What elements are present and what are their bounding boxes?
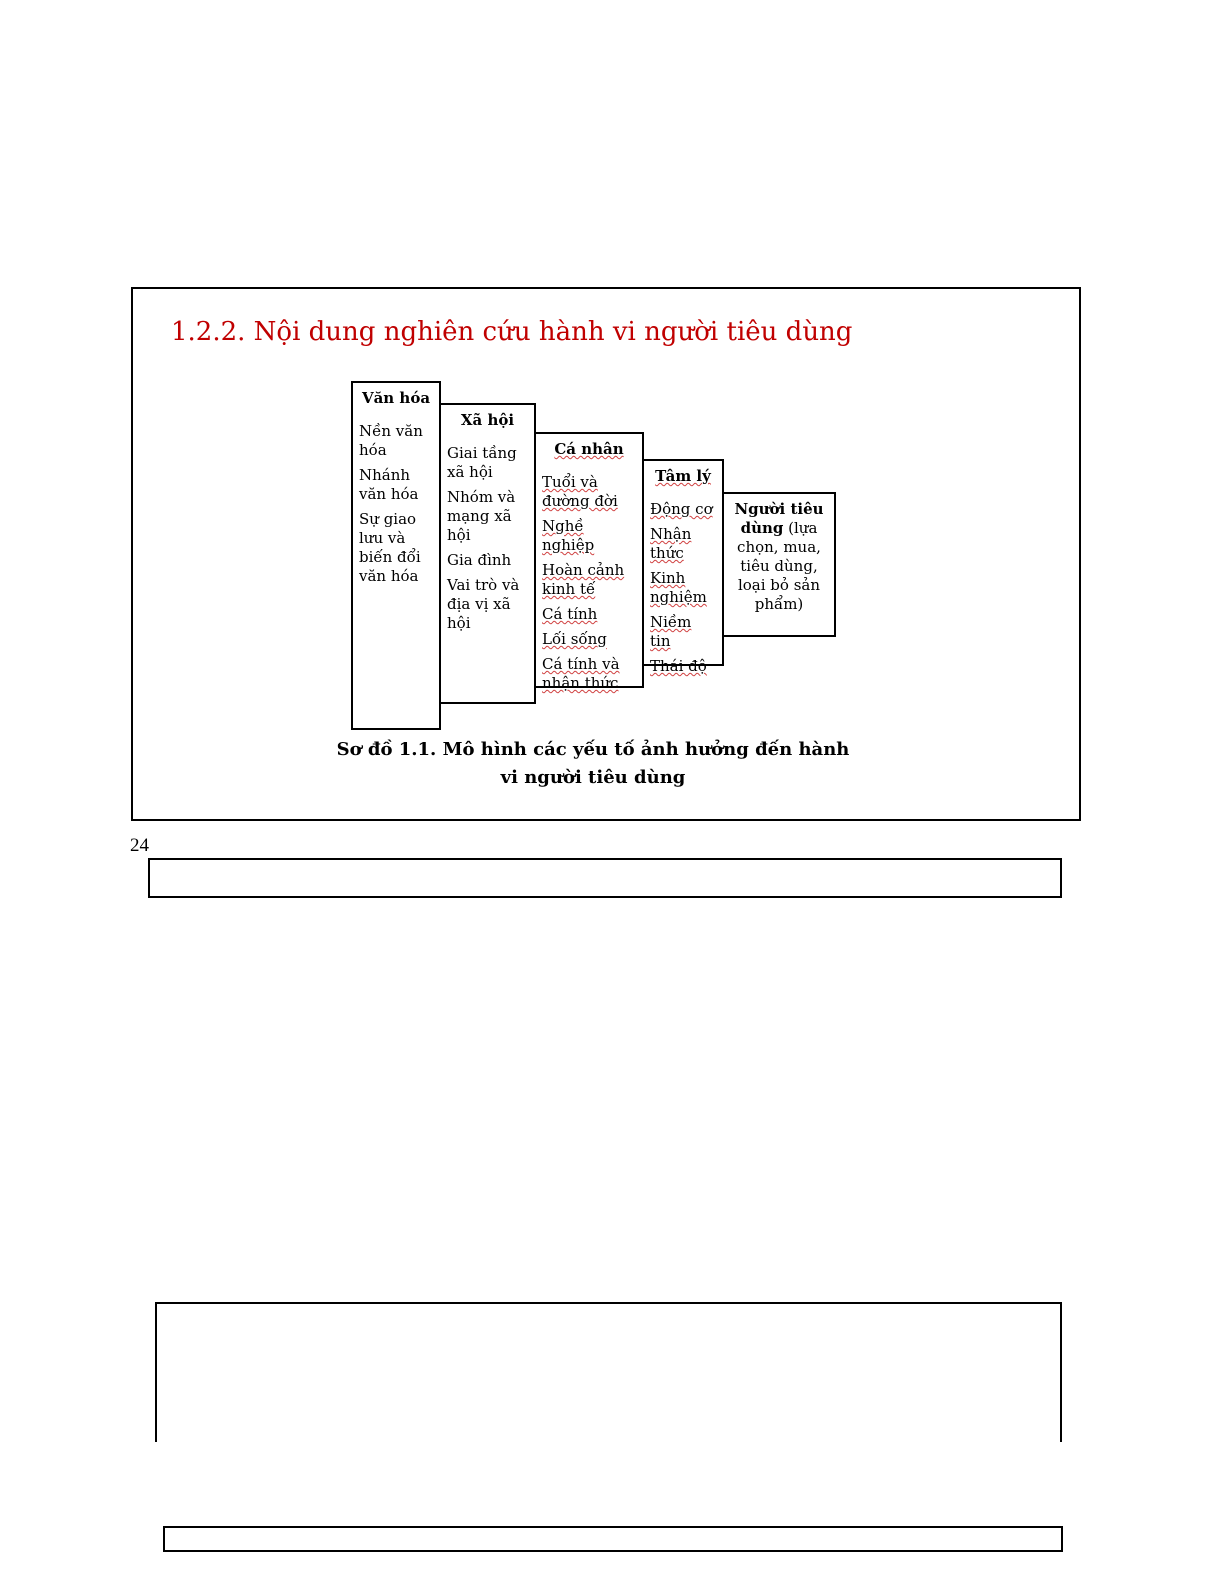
- column-item: Sự giao lưu và biến đổi văn hóa: [359, 510, 421, 585]
- factor-column-psychology: [642, 459, 724, 675]
- column-item: Vai trò và địa vị xã hội: [447, 576, 520, 632]
- slide-title: 1.2.2. Nội dung nghiên cứu hành vi người tiêu dùng: [171, 317, 853, 347]
- column-item: Hoàn cảnh kinh tế: [542, 561, 625, 598]
- factor-column-personal: [534, 432, 644, 692]
- consumer-box: [722, 492, 836, 637]
- slide-frame: [131, 287, 1081, 821]
- diagram-caption: Sơ đồ 1.1. Mô hình các yếu tố ảnh hưởng đến hành vi người tiêu dùng: [336, 739, 850, 788]
- column-item: Lối sống: [542, 630, 607, 648]
- column-heading: Cá nhân: [554, 440, 624, 458]
- consumer-box-title: Người tiêu dùng: [734, 500, 824, 537]
- column-item: Tuổi và đường đời: [542, 473, 618, 510]
- factor-column-society: [439, 403, 536, 704]
- column-item: Nghề nghiệp: [542, 517, 595, 554]
- column-heading: Xã hội: [460, 411, 515, 429]
- column-item: Kinh nghiệm: [650, 569, 707, 606]
- consumer-box-text: (lựa chọn, mua, tiêu dùng, loại bỏ sản phẩm): [737, 519, 821, 613]
- empty-frame: [148, 858, 1062, 898]
- column-item: Nền văn hóa: [359, 422, 423, 459]
- column-item: Nhánh văn hóa: [359, 466, 419, 503]
- empty-frame: [155, 1302, 1062, 1442]
- page-number: 24: [130, 835, 149, 856]
- factor-column-culture: [351, 381, 441, 730]
- column-item: Niềm tin: [650, 613, 692, 650]
- column-heading: Văn hóa: [361, 389, 431, 407]
- column-item: Giai tầng xã hội: [447, 444, 517, 481]
- column-item: Nhận thức: [650, 525, 692, 562]
- column-item: Nhóm và mạng xã hội: [447, 488, 516, 544]
- column-item: Cá tính và nhận thức: [542, 655, 620, 692]
- column-item: Động cơ: [650, 500, 713, 518]
- column-item: Cá tính: [542, 605, 598, 623]
- empty-frame: [163, 1526, 1063, 1552]
- column-item: Thái độ: [650, 657, 707, 675]
- column-item: Gia đình: [447, 551, 512, 569]
- column-heading: Tâm lý: [655, 467, 711, 485]
